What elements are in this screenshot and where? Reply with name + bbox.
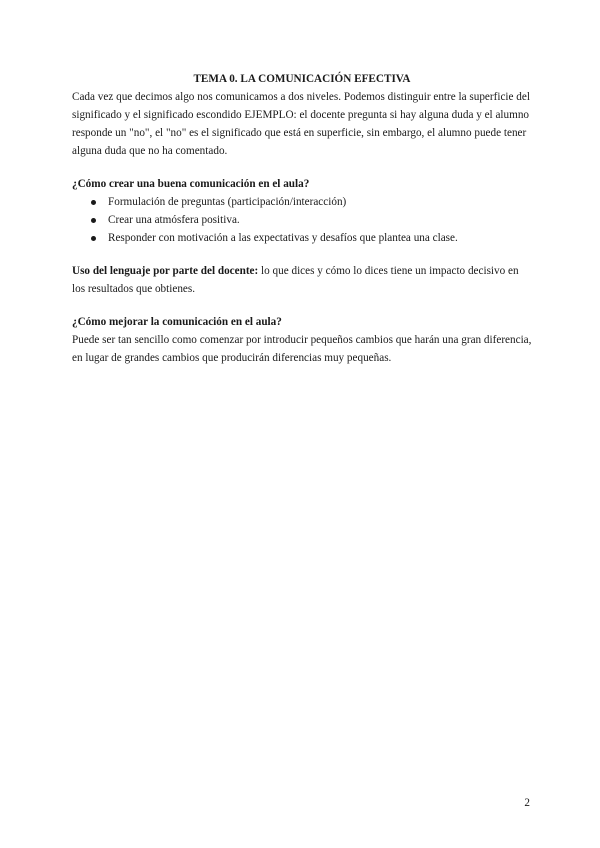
document-page — [72, 70, 532, 367]
bullet-icon — [91, 236, 96, 241]
page-number: 2 — [524, 797, 530, 809]
spacer — [72, 247, 532, 262]
bullet-list — [72, 193, 532, 247]
intro-paragraph: Cada vez que decimos algo nos comunicamos a dos niveles. Podemos distinguir entre la superficie del significado y el significado escondido EJEMPLO: el docente pregunta si hay alguna duda y el alumno responde un "no", el "no" es el significado que está en superficie, sin embargo, el alumno puede tener alguna duda que no ha comentado. — [72, 91, 530, 157]
document-title: TEMA 0. LA COMUNICACIÓN EFECTIVA — [193, 73, 411, 85]
list-item — [90, 193, 532, 211]
section-heading-create-communication: ¿Cómo crear una buena comunicación en el aula? — [72, 178, 310, 190]
section-heading-improve-communication: ¿Cómo mejorar la comunicación en el aula? — [72, 316, 282, 328]
spacer — [72, 160, 532, 175]
list-item-text: Responder con motivación a las expectativas y desafíos que plantea una clase. — [108, 232, 458, 244]
list-item — [90, 211, 532, 229]
list-item — [90, 229, 532, 247]
list-item-text: Crear una atmósfera positiva. — [108, 214, 240, 226]
bullet-icon — [91, 200, 96, 205]
language-paragraph — [72, 262, 532, 298]
improve-paragraph: Puede ser tan sencillo como comenzar por introducir pequeños cambios que harán una gran diferencia, en lugar de grandes cambios que producirán diferencias muy pequeñas. — [72, 334, 532, 364]
language-lead: Uso del lenguaje por parte del docente: — [72, 265, 259, 277]
language-text: lo que dices y cómo lo dices tiene un impacto decisivo en los resultados que obtienes. — [72, 265, 519, 295]
spacer — [72, 298, 532, 313]
bullet-icon — [91, 218, 96, 223]
list-item-text: Formulación de preguntas (participación/interacción) — [108, 196, 347, 208]
